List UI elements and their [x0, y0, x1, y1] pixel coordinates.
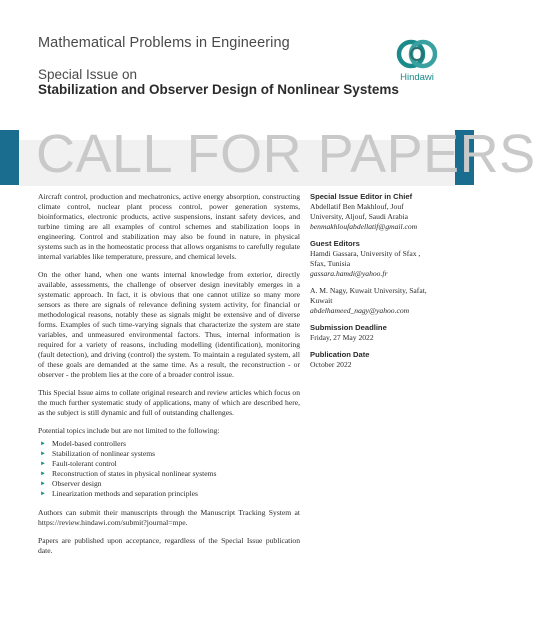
- bullet-arrow-icon: ►: [40, 441, 46, 447]
- call-for-papers-banner: CALL FOR PAPERS: [36, 124, 536, 184]
- guest-editor-email[interactable]: gassara.hamdi@yahoo.fr: [310, 269, 388, 278]
- publication-date-value: October 2022: [310, 360, 352, 369]
- bullet-arrow-icon: ►: [40, 481, 46, 487]
- guest-editor-line: Kuwait: [310, 296, 333, 305]
- journal-title: Mathematical Problems in Engineering: [38, 35, 290, 51]
- guest-editor-line: A. M. Nagy, Kuwait University, Safat,: [310, 286, 427, 295]
- list-item: ► Model-based controllers: [40, 439, 127, 448]
- submission-deadline-heading: Submission Deadline: [310, 323, 387, 332]
- editor-in-chief-line: Abdellatif Ben Makhlouf, Jouf: [310, 202, 404, 211]
- publication-date-heading: Publication Date: [310, 350, 370, 359]
- logo-wordmark: Hindawi: [400, 72, 434, 83]
- paragraph-aims: This Special Issue aims to collate original research and review articles which focus on the much further systematic study of applications, many of which are described here, as the subject is still dynamic and full of outstanding challenges.: [38, 388, 300, 417]
- bullet-arrow-icon: ►: [40, 461, 46, 467]
- bullet-arrow-icon: ►: [40, 451, 46, 457]
- editor-in-chief-email[interactable]: benmakhloufabdellatif@gmail.com: [310, 222, 418, 231]
- guest-editors-heading: Guest Editors: [310, 239, 360, 248]
- submission-deadline-block: [310, 323, 440, 343]
- paragraph-publication: Papers are published upon acceptance, regardless of the Special Issue publication date.: [38, 536, 300, 555]
- accent-bar-left: [0, 130, 19, 185]
- editor-in-chief-heading: Special Issue Editor in Chief: [310, 192, 413, 201]
- guest-editor-email[interactable]: abdelhameed_nagy@yahoo.com: [310, 306, 410, 315]
- sidebar: [310, 192, 440, 377]
- guest-editor-line: Sfax, Tunisia: [310, 259, 351, 268]
- list-item: ► Stabilization of nonlinear systems: [40, 449, 156, 458]
- publication-date-block: [310, 350, 440, 370]
- editor-in-chief-block: [310, 192, 440, 232]
- topics-intro: Potential topics include but are not limited to the following:: [38, 426, 220, 435]
- bullet-arrow-icon: ►: [40, 471, 46, 477]
- submission-deadline-value: Friday, 27 May 2022: [310, 333, 374, 342]
- paragraph-observer: On the other hand, when one wants internal knowledge from exterior, directly available, assessments, the challenge of observer design inevitably emerges in a systematic approach. In fact, it is obvious that one cannot utilize so many more sensors as there are signals of relevance defining system activity, for financial or methodological reasons, notably these as signals might be extensive and of diverse forms. Examples of such time-varying signals that characterize the system are state variables, and unmeasured environmental factors. Thus, internal information is required for a variety of reasons, including modelling (identification), monitoring (fault detection), and driving (control) the system. To maintain a regulated system, all of these goals are demanded at the same time. As a result, the reconstruction - or observer - the problem lies at the core of a broader control issue.: [38, 270, 300, 379]
- main-body: [38, 192, 300, 564]
- list-item: ► Reconstruction of states in physical nonlinear systems: [40, 469, 217, 478]
- list-item: ► Observer design: [40, 479, 102, 488]
- paragraph-intro: Aircraft control, production and mechatronics, active energy absorption, constructing climate control, nuclear plant process control, power generation systems, bioinformatics, electronic products, active suspensions, instant safety devices, and turbine timing are all examples of control schemes and stabilization loops in engineering. Control and stabilization may also be found in nature, in physical systems such as in the homeostatic process that allows organisms to carefully regulate internal variables like temperature, pressure, and chemical levels.: [38, 192, 300, 261]
- guest-editor-line: Hamdi Gassara, University of Sfax ,: [310, 249, 421, 258]
- special-issue-label: Special Issue on: [38, 67, 138, 82]
- editor-in-chief-line: University, Aljouf, Saudi Arabia: [310, 212, 409, 221]
- guest-editors-block: [310, 239, 440, 316]
- list-item: ► Fault-tolerant control: [40, 459, 117, 468]
- special-issue-title: Stabilization and Observer Design of Nonlinear Systems: [38, 82, 399, 97]
- list-item: ► Linearization methods and separation principles: [40, 489, 198, 498]
- bullet-arrow-icon: ►: [40, 491, 46, 497]
- topics-list: [38, 439, 300, 499]
- paragraph-submission: Authors can submit their manuscripts through the Manuscript Tracking System at https://review.hindawi.com/submit?journal=mpe.: [38, 508, 300, 527]
